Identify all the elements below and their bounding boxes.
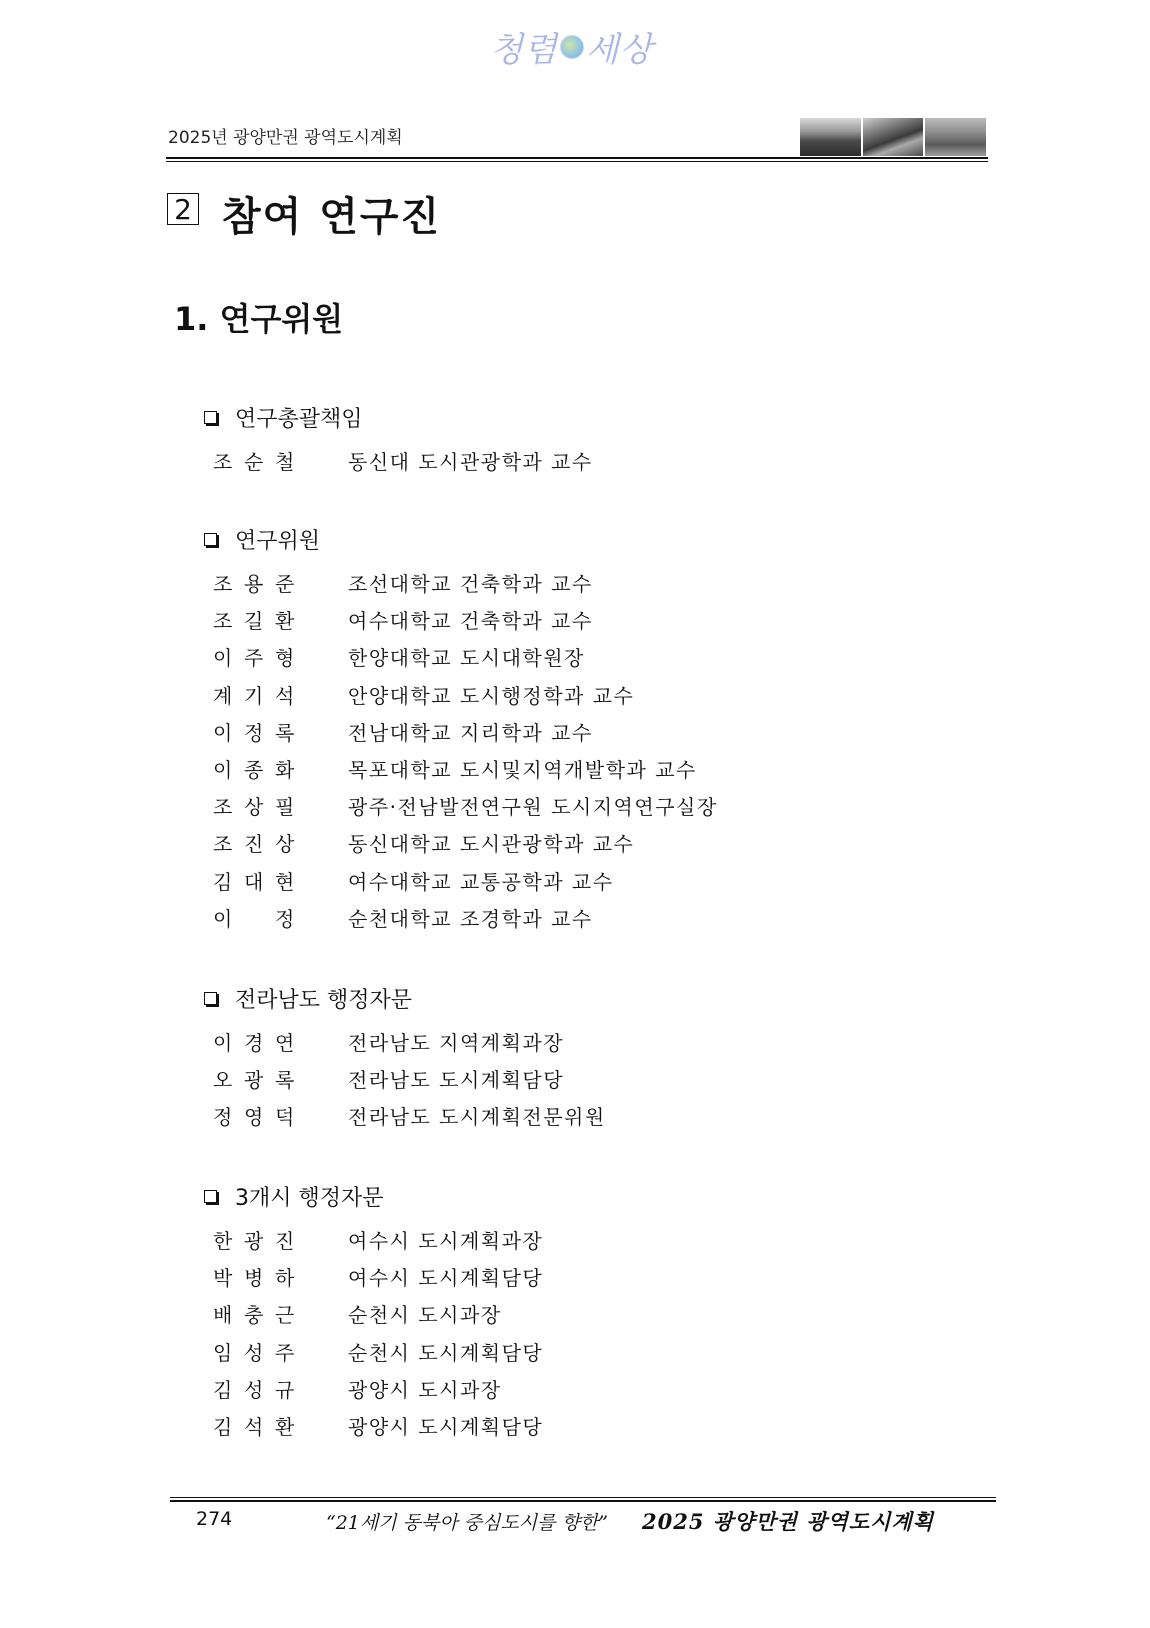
member-role: 순천대학교 조경학과 교수 [348,906,593,931]
member-name-char: 상 [244,795,264,820]
member-role: 전라남도 도시계획담당 [348,1068,565,1093]
member-name-char: 계 [213,683,233,708]
group-heading [204,983,412,1014]
member-name-char: 오 [213,1068,233,1093]
member-name-char: 정 [213,1105,233,1130]
member-name [213,1299,298,1328]
member-name-char: 김 [213,1377,233,1402]
member-role: 광주·전남발전연구원 도시지역연구실장 [348,795,718,820]
member-name-char: 록 [275,1068,295,1093]
member-name-char: 김 [213,1415,233,1439]
member-name-char: 이 [213,906,233,931]
member-name-char: 조 [213,609,233,634]
member-role: 여수시 도시계획담당 [348,1266,544,1291]
member-name-char: 기 [244,683,264,708]
member-name-char: 대 [244,869,264,894]
member-name-char: 진 [275,1229,295,1253]
member-name-char: 성 [244,1377,264,1402]
member-role: 여수시 도시계획과장 [348,1229,544,1253]
member-name-char: 석 [244,1415,264,1439]
group-heading-label: 연구위원 [235,529,321,554]
member-role: 순천시 도시계획담당 [348,1340,544,1365]
logo-left-text: 청렴 [490,30,558,70]
member-name-char: 근 [275,1303,295,1328]
member-name-char: 박 [213,1266,233,1291]
member-name-char: 이 [213,720,233,745]
member-name-char: 길 [244,609,264,634]
group-heading-label: 전라남도 행정자문 [235,988,413,1013]
member-name-char: 준 [275,572,295,596]
member-role: 동신대학교 도시관광학과 교수 [348,832,635,857]
member-name [213,642,298,671]
member-name-char: 진 [244,832,264,857]
member-name-char: 조 [213,572,233,596]
member-name [213,605,298,634]
member-name-char: 화 [275,758,295,782]
group-heading-label: 연구총괄책임 [235,407,363,432]
member-role: 전라남도 지역계획과장 [348,1031,565,1055]
member-role: 여수대학교 건축학과 교수 [348,609,593,634]
subsection-title: 1. 연구위원 [174,300,344,338]
member-name-char: 석 [275,683,295,708]
logo [490,22,660,72]
landscape-photo [800,118,861,156]
logo-right-text: 세상 [585,30,654,70]
member-name [213,791,298,820]
member-name [213,1064,298,1093]
member-name [213,680,298,709]
checkbox-bullet-icon [204,1190,217,1203]
member-name-char: 용 [244,572,264,596]
member-name-char: 영 [244,1105,264,1130]
member-name-char: 정 [275,906,295,931]
member-name-char: 현 [275,869,295,894]
checkbox-bullet-icon [204,992,217,1005]
member-role: 광양시 도시계획담당 [348,1415,544,1439]
member-role: 순천시 도시과장 [348,1303,502,1328]
member-name [213,1101,298,1130]
member-role: 전라남도 도시계획전문위원 [348,1105,606,1130]
member-name-char: 조 [213,795,233,820]
member-role: 안양대학교 도시행정학과 교수 [348,683,635,708]
member-name-char: 성 [244,1340,264,1365]
member-name-char: 하 [275,1266,295,1291]
member-name [213,866,298,895]
member-name-char: 배 [213,1303,233,1328]
member-role: 한양대학교 도시대학원장 [348,646,585,671]
member-name-char: 주 [244,646,264,671]
member-name [213,1374,298,1403]
member-role: 광양시 도시과장 [348,1377,502,1402]
member-role: 목포대학교 도시및지역개발학과 교수 [348,758,697,782]
member-name-char: 임 [213,1340,233,1365]
member-name-char: 환 [275,1415,295,1439]
member-name [213,1027,298,1056]
member-name-char: 경 [244,1031,264,1055]
member-role: 여수대학교 교통공학과 교수 [348,869,614,894]
member-name-char: 상 [275,832,295,857]
header-photo-strip [800,118,986,156]
footer-quote: “21세기 동북아 중심도시를 향한” [326,1512,608,1534]
member-name-char: 주 [275,1340,295,1365]
member-name-char: 록 [275,720,295,745]
header-title: 2025년 광양만권 광역도시계획 [168,128,403,148]
member-name-char: 환 [275,609,295,634]
member-name-char: 한 [213,1229,233,1253]
member-name-char: 병 [244,1266,264,1291]
member-name [213,1262,298,1291]
member-name-char: 규 [275,1377,295,1402]
member-name-char: 형 [275,646,295,671]
member-role: 동신대 도시관광학과 교수 [348,450,593,474]
checkbox-bullet-icon [204,411,217,424]
member-role: 전남대학교 지리학과 교수 [348,720,593,745]
member-name-char: 정 [244,720,264,745]
member-name-char: 연 [275,1031,295,1055]
group-heading [204,1181,384,1212]
member-name [213,828,298,857]
member-name [213,903,298,932]
member-name-char: 종 [244,758,264,782]
section-number: 2 [167,193,199,225]
group-heading [204,524,320,555]
member-name [213,446,298,475]
member-name [213,1337,298,1366]
member-name-char: 조 [213,832,233,857]
city-photo [925,118,986,156]
member-name [213,717,298,746]
group-heading [204,402,363,433]
member-name [213,1225,298,1254]
page-number: 274 [196,1508,233,1530]
member-name-char: 덕 [275,1105,295,1130]
member-name-char: 충 [244,1303,264,1328]
group-heading-label: 3개시 행정자문 [235,1186,384,1211]
member-name-char: 순 [244,450,264,474]
river-photo [863,118,924,156]
member-name-char: 광 [244,1068,264,1093]
member-name-char: 조 [213,450,233,474]
footer-rule [170,1500,996,1502]
member-name-char: 광 [244,1229,264,1253]
member-name-char: 이 [213,758,233,782]
header-rule [166,157,988,159]
footer-rule-thin [170,1497,996,1498]
section-title: 참여 연구진 [222,194,442,240]
member-name-char: 이 [213,1031,233,1055]
member-name-char: 이 [213,646,233,671]
member-role: 조선대학교 건축학과 교수 [348,572,593,596]
checkbox-bullet-icon [204,533,217,546]
member-name [213,1411,298,1440]
member-name [213,754,298,783]
member-name-char: 철 [275,450,295,474]
footer-title: 2025 광양만권 광역도시계획 [642,1509,934,1534]
member-name-char: 필 [275,795,295,820]
member-name [213,568,298,597]
globe-icon [560,35,584,59]
member-name-char: 김 [213,869,233,894]
header-rule-thin [166,161,988,162]
